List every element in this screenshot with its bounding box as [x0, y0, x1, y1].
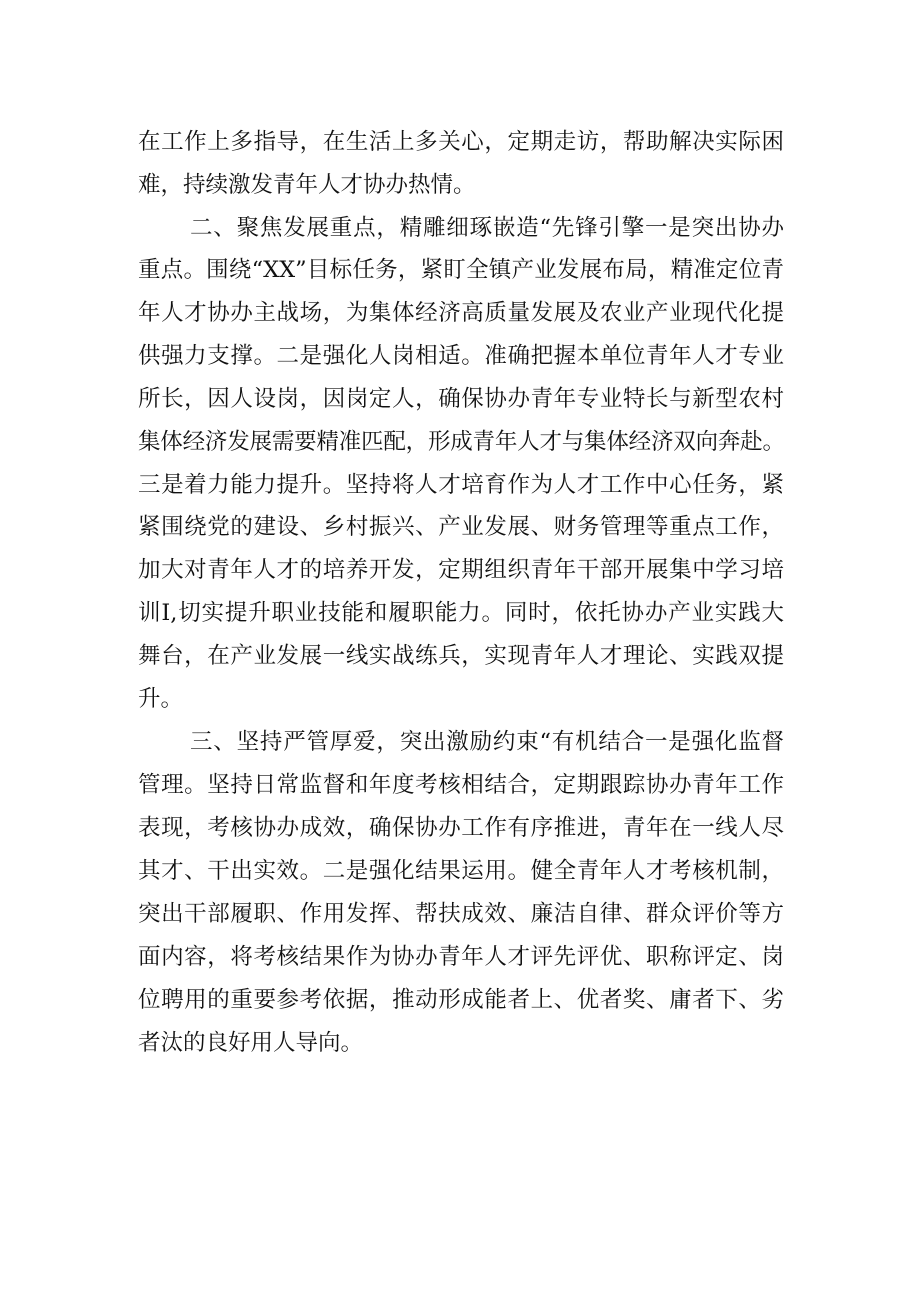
text-line-2: 难，持续激发青年人才协办热情。: [138, 172, 476, 198]
text-line-20: 面内容，将考核结果作为协办青年人才评先评优、职称评定、岗: [138, 944, 784, 970]
section-3-heading-line: 三、坚持严管厚爱，突出激励约束“有机结合一是强化监督: [190, 729, 784, 755]
text-line-8: 集体经济发展需要精准匹配，形成青年人才与集体经济双向奔赴。: [138, 429, 784, 455]
text-line-9: 三是着力能力提升。坚持将人才培育作为人才工作中心任务，紧: [138, 472, 784, 498]
text-line-1: 在工作上多指导，在生活上多关心，定期走访，帮助解决实际困: [138, 129, 784, 155]
text-line-5: 年人才协办主战场，为集体经济高质量发展及农业产业现代化提: [138, 300, 784, 326]
text-line-22: 者汰的良好用人导向。: [138, 1030, 364, 1056]
text-line-10: 紧围绕党的建设、乡村振兴、产业发展、财务管理等重点工作，: [138, 514, 784, 540]
text-line-13: 舞台，在产业发展一线实战练兵，实现青年人才理论、实践双提: [138, 643, 784, 669]
text-line-14: 升。: [138, 686, 184, 712]
text-line-12: 训I,切实提升职业技能和履职能力。同时，依托协办产业实践大: [138, 600, 784, 626]
text-line-7: 所长，因人设岗，因岗定人，确保协办青年专业特长与新型农村: [138, 386, 784, 412]
text-line-18: 其才、干出实效。二是强化结果运用。健全青年人才考核机制，: [138, 858, 784, 884]
text-line-4: 重点。围绕“XX”目标任务，紧盯全镇产业发展布局，精准定位青: [138, 257, 784, 283]
text-line-11: 加大对青年人才的培养开发，定期组织青年干部开展集中学习培: [138, 557, 784, 583]
text-line-6: 供强力支撑。二是强化人岗相适。准确把握本单位青年人才专业: [138, 343, 784, 369]
section-2-heading-line: 二、聚焦发展重点，精雕细琢嵌造“先锋引擎一是突出协办: [190, 215, 784, 241]
text-line-19: 突出干部履职、作用发挥、帮扶成效、廉洁自律、群众评价等方: [138, 901, 784, 927]
text-line-16: 管理。坚持日常监督和年度考核相结合，定期跟踪协办青年工作: [138, 772, 784, 798]
text-line-21: 位聘用的重要参考依据，推动形成能者上、优者奖、庸者下、劣: [138, 987, 784, 1013]
text-line-17: 表现，考核协办成效，确保协办工作有序推进，青年在一线人尽: [138, 815, 784, 841]
